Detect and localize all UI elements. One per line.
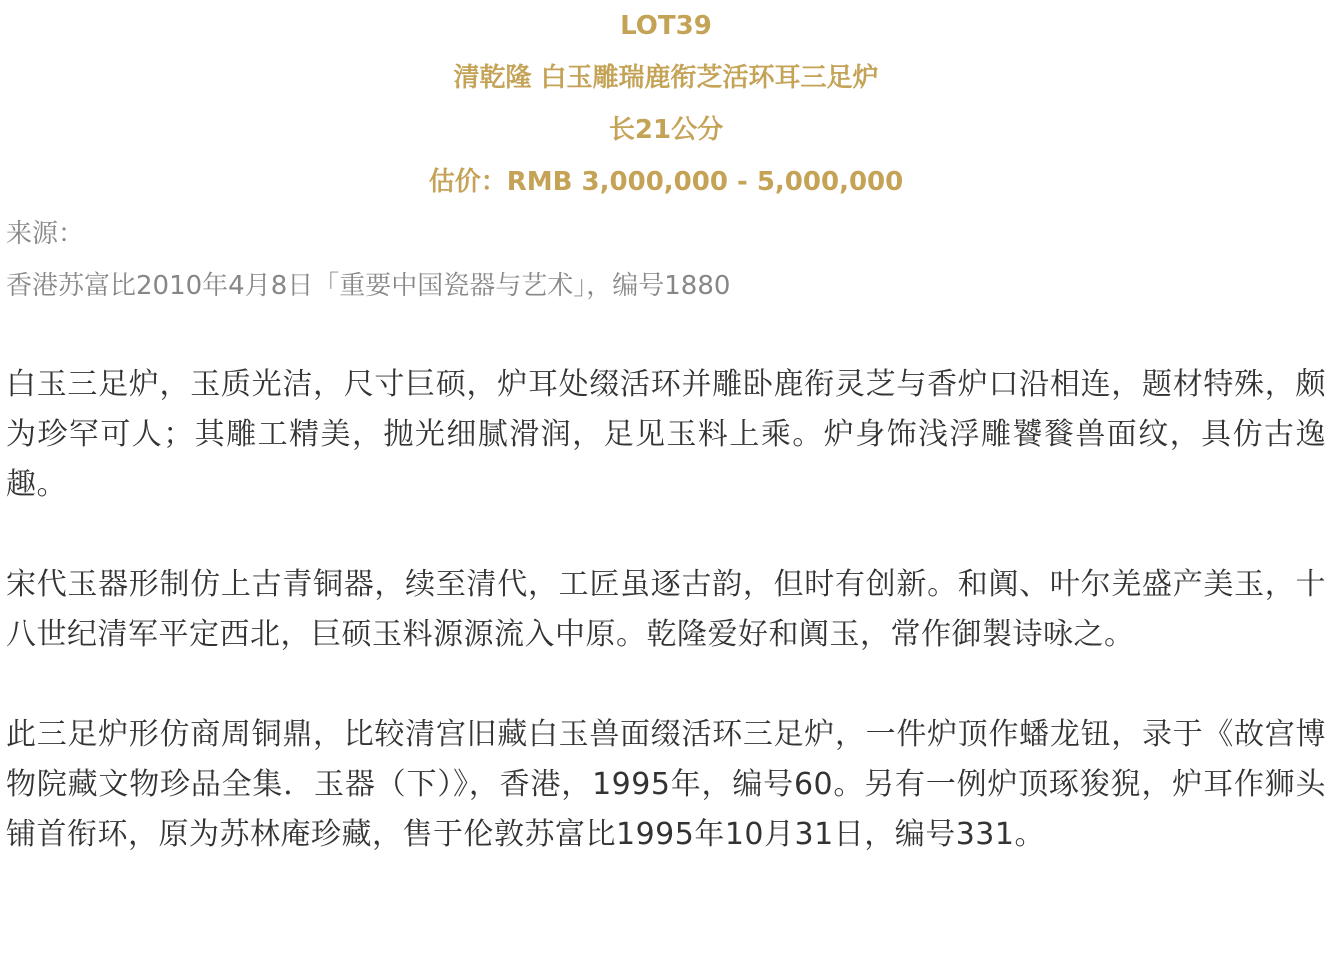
lot-title: 清乾隆 白玉雕瑞鹿衔芝活环耳三足炉	[453, 63, 879, 93]
description-paragraph-2: 宋代玉器形制仿上古青铜器，续至清代，工匠虽逐古韵，但时有创新。和阗、叶尔羌盛产美玉，十八世纪清军平定西北，巨硕玉料源源流入中原。乾隆爱好和阗玉，常作御製诗咏之。	[6, 567, 1326, 652]
lot-estimate: 估价：RMB 3,000,000 - 5,000,000	[428, 167, 904, 197]
description-paragraph-3: 此三足炉形仿商周铜鼎，比较清宫旧藏白玉兽面缀活环三足炉，一件炉顶作蟠龙钮，录于《故宫博物院藏文物珍品全集．玉器（下）》，香港，1995年，编号60。另有一例炉顶琢狻猊，炉耳作狮头铺首衔环，原为苏林庵珍藏，售于伦敦苏富比1995年10月31日，编号331。	[6, 717, 1326, 852]
provenance-label: 来源：	[6, 219, 85, 249]
description-paragraph-1: 白玉三足炉，玉质光洁，尺寸巨硕，炉耳处缀活环并雕卧鹿衔灵芝与香炉口沿相连，题材特殊，颇为珍罕可人；其雕工精美，抛光细腻滑润，足见玉料上乘。炉身饰浅浮雕饕餮兽面纹，具仿古逸趣。	[6, 367, 1326, 502]
provenance-text: 香港苏富比2010年4月8日「重要中国瓷器与艺术」，编号1880	[6, 271, 731, 301]
provenance-section	[0, 208, 1332, 312]
lot-number: LOT39	[620, 11, 712, 41]
lot-header	[0, 0, 1332, 208]
lot-size: 长21公分	[608, 115, 724, 145]
